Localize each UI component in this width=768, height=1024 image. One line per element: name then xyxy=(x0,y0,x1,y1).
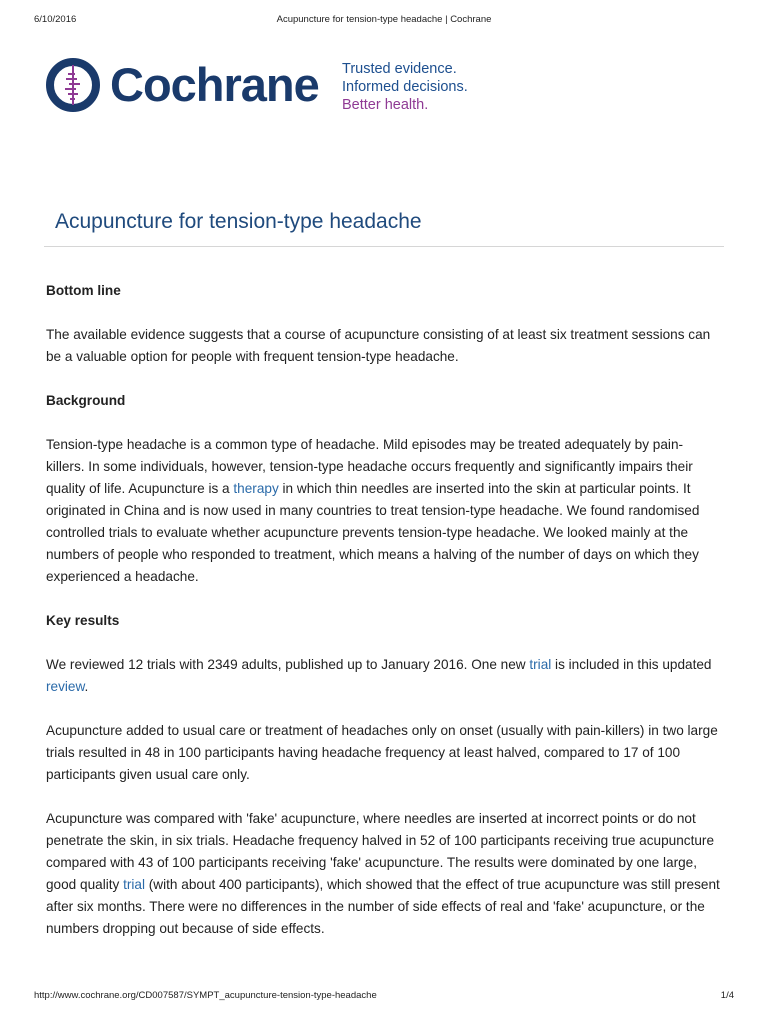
print-page-title: Acupuncture for tension-type headache | Cochrane xyxy=(276,14,492,25)
print-footer xyxy=(34,990,734,1004)
tagline-line-2: Informed decisions. xyxy=(342,79,468,95)
key-results-text-1: We reviewed 12 trials with 2349 adults, published up to January 2016. One new xyxy=(46,657,530,672)
print-page-number: 1/4 xyxy=(720,990,734,1001)
section-heading-background: Background xyxy=(46,393,126,408)
key-results-text-4: Acupuncture was compared with 'fake' acupuncture, where needles are inserted at incorrect points or do not penetrate the skin, in six trials. Headache frequency halved in 52 of 100 participants receiving true acupuncture compared with 43 of 100 participants receiving 'fake' acupuncture. The results were dominated by one large, good quality xyxy=(46,811,714,892)
cochrane-logo-icon xyxy=(44,56,102,114)
key-results-paragraph-1 xyxy=(46,654,720,698)
cochrane-wordmark: Cochrane xyxy=(110,58,319,111)
therapy-link[interactable]: therapy xyxy=(233,481,279,496)
key-results-text-2: is included in this updated xyxy=(551,657,712,672)
background-paragraph xyxy=(46,434,720,588)
print-date: 6/10/2016 xyxy=(34,14,77,25)
article-title: Acupuncture for tension-type headache xyxy=(55,210,422,233)
key-results-paragraph-3 xyxy=(46,808,720,940)
brand-tagline xyxy=(342,60,468,114)
section-heading-bottom-line: Bottom line xyxy=(46,283,121,298)
background-text-1: Tension-type headache is a common type of headache. Mild episodes may be treated adequately by pain-killers. In some individuals, however, tension-type headache occurs frequently and significantly impairs their quality of life. Acupuncture is a xyxy=(46,437,693,496)
print-header xyxy=(34,14,734,28)
background-text-2: in which thin needles are inserted into the skin at particular points. It originated in China and is now used in many countries to treat tension-type headache. We found randomised controlled trials to evaluate whether acupuncture prevents tension-type headache. We looked mainly at the numbers of people who responded to treatment, which means a halving of the number of days on which they experienced a headache. xyxy=(46,481,700,584)
title-divider xyxy=(44,246,724,247)
section-heading-key-results: Key results xyxy=(46,613,120,628)
article-body xyxy=(46,280,720,962)
bottom-line-paragraph: The available evidence suggests that a course of acupuncture consisting of at least six treatment sessions can be a valuable option for people with frequent tension-type headache. xyxy=(46,327,711,364)
key-results-text-5: (with about 400 participants), which showed that the effect of true acupuncture was still present after six months. There were no differences in the number of side effects of real and 'fake' acupuncture, or the numbers dropping out because of side effects. xyxy=(46,877,720,936)
review-link[interactable]: review xyxy=(46,679,85,694)
print-url: http://www.cochrane.org/CD007587/SYMPT_acupuncture-tension-type-headache xyxy=(34,990,377,1001)
trial-link[interactable]: trial xyxy=(529,657,552,672)
tagline-line-1: Trusted evidence. xyxy=(342,61,457,77)
key-results-text-3: . xyxy=(84,679,89,694)
trial-link-2[interactable]: trial xyxy=(123,877,145,892)
tagline-line-3: Better health. xyxy=(342,97,429,113)
key-results-paragraph-2: Acupuncture added to usual care or treatment of headaches only on onset (usually with pain-killers) in two large trials resulted in 48 in 100 participants having headache frequency at least halved, compared to 17 of 100 participants given usual care only. xyxy=(46,723,718,782)
